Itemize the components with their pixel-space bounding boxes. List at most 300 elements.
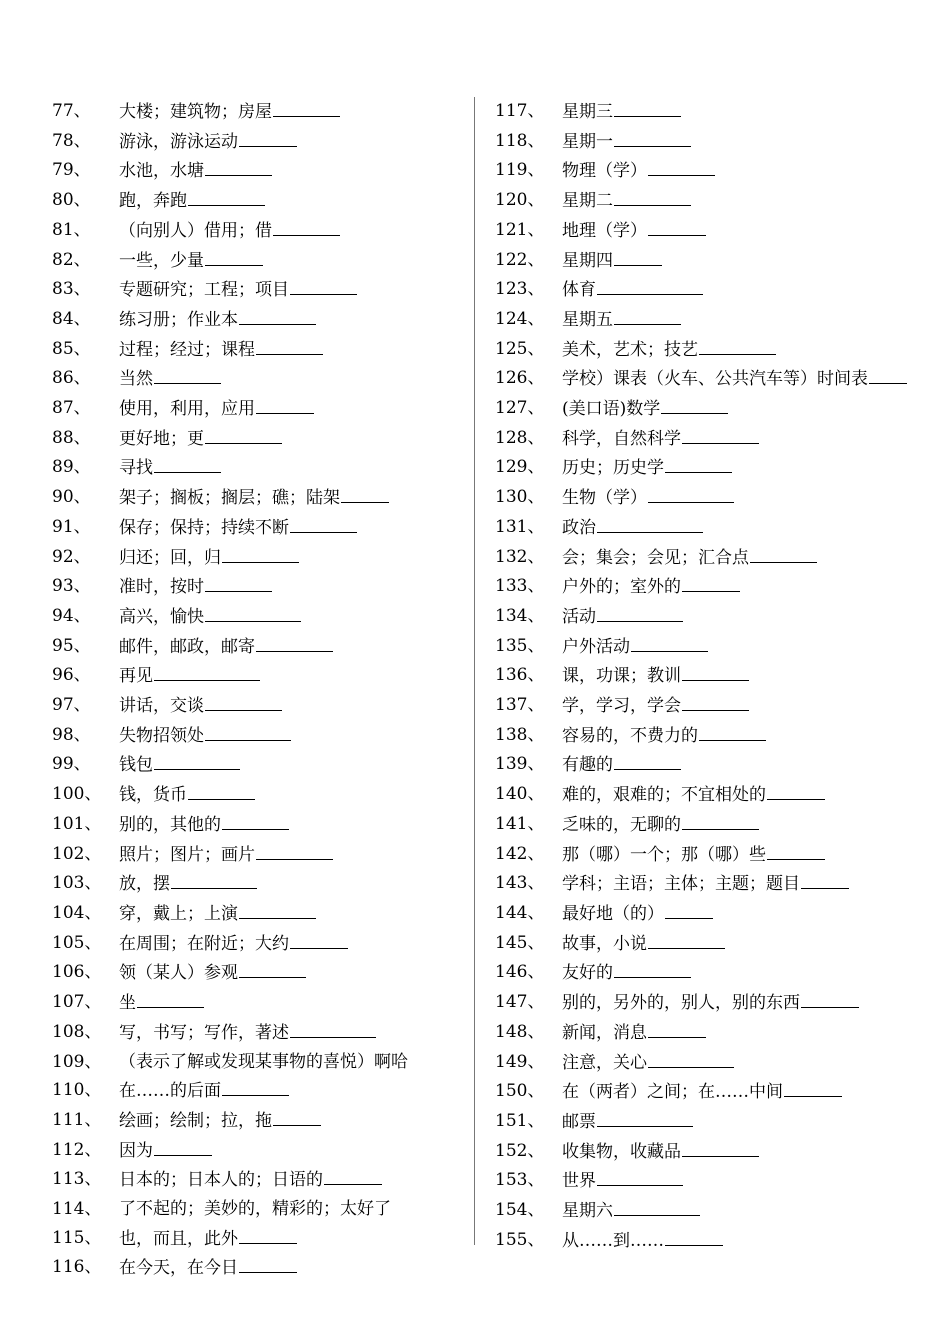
answer-blank[interactable] bbox=[801, 869, 849, 889]
answer-blank[interactable] bbox=[290, 513, 357, 533]
item-number: 129、 bbox=[495, 457, 545, 478]
answer-blank[interactable] bbox=[784, 1077, 842, 1097]
vocab-item bbox=[495, 572, 915, 602]
item-number: 82、 bbox=[52, 249, 91, 270]
answer-blank[interactable] bbox=[290, 929, 348, 949]
answer-blank[interactable] bbox=[324, 1165, 382, 1185]
item-meaning: 历史；历史学 bbox=[562, 458, 664, 479]
item-number: 144、 bbox=[495, 902, 545, 923]
answer-blank[interactable] bbox=[273, 97, 340, 117]
item-number: 151、 bbox=[495, 1110, 545, 1131]
item-text bbox=[562, 840, 915, 870]
vocab-item bbox=[52, 602, 462, 632]
answer-blank[interactable] bbox=[614, 127, 691, 147]
answer-blank[interactable] bbox=[682, 572, 740, 592]
answer-blank[interactable] bbox=[665, 1226, 723, 1246]
vocab-item bbox=[52, 97, 462, 127]
item-meaning: 故事，小说 bbox=[562, 933, 647, 954]
vocab-item bbox=[52, 424, 462, 454]
vocab-item bbox=[495, 1226, 915, 1256]
item-text bbox=[119, 424, 462, 454]
item-number: 110、 bbox=[52, 1080, 102, 1101]
answer-blank[interactable] bbox=[597, 1107, 693, 1127]
answer-blank[interactable] bbox=[665, 453, 732, 473]
item-text bbox=[562, 929, 915, 959]
item-number: 119、 bbox=[495, 160, 545, 181]
vocab-item bbox=[495, 840, 915, 870]
vocab-item bbox=[495, 364, 915, 394]
answer-blank[interactable] bbox=[682, 424, 759, 444]
answer-blank[interactable] bbox=[699, 335, 776, 355]
item-text bbox=[562, 483, 915, 513]
item-meaning: 练习册；作业本 bbox=[119, 309, 238, 330]
answer-blank[interactable] bbox=[682, 810, 759, 830]
item-text bbox=[562, 394, 915, 424]
item-number: 145、 bbox=[495, 932, 545, 953]
answer-blank[interactable] bbox=[614, 305, 681, 325]
item-number: 89、 bbox=[52, 457, 91, 478]
item-meaning: 高兴，愉快 bbox=[119, 606, 204, 627]
item-number: 146、 bbox=[495, 962, 545, 983]
answer-blank[interactable] bbox=[239, 305, 316, 325]
item-number: 130、 bbox=[495, 487, 545, 508]
answer-blank[interactable] bbox=[290, 275, 357, 295]
item-meaning: 别的，其他的 bbox=[119, 814, 221, 835]
answer-blank[interactable] bbox=[154, 661, 260, 681]
item-number: 107、 bbox=[52, 992, 102, 1013]
vocab-item bbox=[52, 364, 462, 394]
item-number: 126、 bbox=[495, 368, 545, 389]
answer-blank[interactable] bbox=[614, 750, 681, 770]
item-number: 143、 bbox=[495, 873, 545, 894]
answer-blank[interactable] bbox=[256, 394, 314, 414]
item-text bbox=[119, 988, 462, 1018]
answer-blank[interactable] bbox=[205, 572, 272, 592]
answer-blank[interactable] bbox=[205, 691, 282, 711]
item-number: 114、 bbox=[52, 1199, 102, 1220]
item-meaning: 星期一 bbox=[562, 131, 613, 152]
answer-blank[interactable] bbox=[256, 335, 323, 355]
answer-blank[interactable] bbox=[631, 632, 708, 652]
item-meaning: 体育 bbox=[562, 280, 596, 301]
vocab-item bbox=[52, 1076, 462, 1106]
answer-blank[interactable] bbox=[171, 869, 257, 889]
vocab-item bbox=[52, 305, 462, 335]
item-meaning: 最好地（的） bbox=[562, 903, 664, 924]
item-number: 97、 bbox=[52, 695, 91, 716]
vocab-item bbox=[495, 483, 915, 513]
item-text bbox=[119, 186, 462, 216]
vocab-item bbox=[52, 1224, 462, 1254]
item-text bbox=[119, 483, 462, 513]
answer-blank[interactable] bbox=[614, 186, 691, 206]
item-meaning: 钱，货币 bbox=[119, 785, 187, 806]
item-number: 132、 bbox=[495, 546, 545, 567]
answer-blank[interactable] bbox=[614, 958, 691, 978]
vocab-item bbox=[495, 513, 915, 543]
item-text bbox=[119, 572, 462, 602]
item-number: 92、 bbox=[52, 546, 91, 567]
item-number: 108、 bbox=[52, 1021, 102, 1042]
item-number: 106、 bbox=[52, 962, 102, 983]
item-number: 85、 bbox=[52, 338, 91, 359]
answer-blank[interactable] bbox=[205, 246, 263, 266]
item-number: 136、 bbox=[495, 665, 545, 686]
item-meaning: 生物（学） bbox=[562, 488, 647, 509]
vocab-item bbox=[52, 1048, 462, 1077]
item-meaning: 会；集会；会见；汇合点 bbox=[562, 547, 749, 568]
vocab-item bbox=[52, 543, 462, 573]
item-meaning: 日本的；日本人的；日语的 bbox=[119, 1170, 323, 1191]
item-text bbox=[562, 1107, 915, 1137]
answer-blank[interactable] bbox=[597, 1166, 683, 1186]
item-text bbox=[119, 1076, 462, 1106]
vocab-item bbox=[495, 721, 915, 751]
answer-blank[interactable] bbox=[869, 364, 907, 384]
item-meaning: 学科；主语；主体；主题；题目 bbox=[562, 874, 800, 895]
item-text bbox=[562, 305, 915, 335]
item-number: 96、 bbox=[52, 665, 91, 686]
item-text bbox=[119, 1165, 462, 1195]
item-text bbox=[562, 246, 915, 276]
vocab-item bbox=[52, 1253, 462, 1283]
answer-blank[interactable] bbox=[222, 1076, 289, 1096]
item-number: 111、 bbox=[52, 1109, 102, 1130]
item-meaning: 科学，自然科学 bbox=[562, 428, 681, 449]
vocab-item bbox=[495, 1107, 915, 1137]
item-number: 142、 bbox=[495, 843, 545, 864]
item-text bbox=[119, 1106, 462, 1136]
item-meaning: 放，摆 bbox=[119, 874, 170, 895]
answer-blank[interactable] bbox=[154, 453, 221, 473]
item-number: 77、 bbox=[52, 101, 91, 121]
item-meaning: 在周围；在附近；大约 bbox=[119, 933, 289, 954]
vocab-item bbox=[495, 661, 915, 691]
answer-blank[interactable] bbox=[801, 988, 859, 1008]
item-text bbox=[119, 1048, 462, 1077]
answer-blank[interactable] bbox=[648, 216, 706, 236]
vocab-item bbox=[495, 988, 915, 1018]
answer-blank[interactable] bbox=[239, 958, 306, 978]
item-meaning: 当然 bbox=[119, 369, 153, 390]
vocab-item bbox=[52, 335, 462, 365]
item-text bbox=[562, 275, 915, 305]
answer-blank[interactable] bbox=[597, 513, 703, 533]
answer-blank[interactable] bbox=[256, 632, 333, 652]
answer-blank[interactable] bbox=[154, 364, 221, 384]
answer-blank[interactable] bbox=[597, 602, 683, 622]
item-number: 122、 bbox=[495, 249, 545, 270]
vocab-item bbox=[52, 899, 462, 929]
item-meaning: 更好地；更 bbox=[119, 428, 204, 449]
answer-blank[interactable] bbox=[188, 186, 265, 206]
item-number: 115、 bbox=[52, 1227, 102, 1248]
item-number: 135、 bbox=[495, 635, 545, 656]
item-meaning: 寻找 bbox=[119, 458, 153, 479]
item-number: 154、 bbox=[495, 1200, 545, 1221]
answer-blank[interactable] bbox=[682, 661, 749, 681]
vocab-item bbox=[495, 899, 915, 929]
item-text bbox=[562, 899, 915, 929]
answer-blank[interactable] bbox=[239, 1253, 297, 1273]
item-meaning: 跑，奔跑 bbox=[119, 191, 187, 212]
item-number: 117、 bbox=[495, 101, 545, 121]
vocab-item bbox=[495, 691, 915, 721]
item-number: 155、 bbox=[495, 1229, 545, 1250]
answer-blank[interactable] bbox=[682, 1137, 759, 1157]
item-meaning: 注意，关心 bbox=[562, 1052, 647, 1073]
item-meaning: 世界 bbox=[562, 1171, 596, 1192]
answer-blank[interactable] bbox=[273, 1106, 321, 1126]
item-text bbox=[562, 1166, 915, 1196]
answer-blank[interactable] bbox=[137, 988, 204, 1008]
answer-blank[interactable] bbox=[341, 483, 389, 503]
item-text bbox=[562, 335, 915, 365]
item-number: 86、 bbox=[52, 368, 91, 389]
vocab-item bbox=[52, 1018, 462, 1048]
answer-blank[interactable] bbox=[648, 929, 725, 949]
item-text bbox=[119, 246, 462, 276]
answer-blank[interactable] bbox=[256, 840, 333, 860]
item-number: 113、 bbox=[52, 1169, 102, 1190]
vocab-item bbox=[52, 1106, 462, 1136]
item-text bbox=[562, 513, 915, 543]
item-text bbox=[119, 543, 462, 573]
answer-blank[interactable] bbox=[205, 602, 301, 622]
item-number: 80、 bbox=[52, 190, 91, 211]
vocab-item bbox=[495, 216, 915, 246]
answer-blank[interactable] bbox=[239, 1224, 297, 1244]
item-meaning: 新闻，消息 bbox=[562, 1022, 647, 1043]
item-text bbox=[562, 1196, 915, 1226]
item-meaning: 难的，艰难的；不宜相处的 bbox=[562, 785, 766, 806]
item-text bbox=[562, 1018, 915, 1048]
item-meaning: 邮件，邮政，邮寄 bbox=[119, 636, 255, 657]
item-meaning: 容易的，不费力的 bbox=[562, 725, 698, 746]
item-text bbox=[562, 1226, 915, 1256]
answer-blank[interactable] bbox=[614, 246, 662, 266]
item-text bbox=[119, 840, 462, 870]
vocab-item bbox=[52, 691, 462, 721]
item-number: 105、 bbox=[52, 932, 102, 953]
vocab-item bbox=[495, 602, 915, 632]
item-number: 149、 bbox=[495, 1051, 545, 1072]
item-number: 81、 bbox=[52, 219, 91, 240]
item-meaning: 也，而且，此外 bbox=[119, 1228, 238, 1249]
vocab-item bbox=[52, 394, 462, 424]
answer-blank[interactable] bbox=[648, 483, 734, 503]
vocab-item bbox=[52, 216, 462, 246]
answer-blank[interactable] bbox=[614, 97, 681, 117]
item-text bbox=[119, 661, 462, 691]
answer-blank[interactable] bbox=[661, 394, 728, 414]
item-text bbox=[119, 750, 462, 780]
answer-blank[interactable] bbox=[648, 1048, 734, 1068]
answer-blank[interactable] bbox=[699, 721, 766, 741]
vocab-item bbox=[52, 127, 462, 157]
item-number: 141、 bbox=[495, 813, 545, 834]
item-text bbox=[562, 721, 915, 751]
vocab-item bbox=[495, 1166, 915, 1196]
item-number: 147、 bbox=[495, 992, 545, 1013]
vocab-item bbox=[495, 275, 915, 305]
answer-blank[interactable] bbox=[188, 780, 255, 800]
item-meaning: 写，书写；写作，著述 bbox=[119, 1022, 289, 1043]
item-text bbox=[562, 750, 915, 780]
item-meaning: 邮票 bbox=[562, 1111, 596, 1132]
item-number: 138、 bbox=[495, 724, 545, 745]
item-number: 95、 bbox=[52, 635, 91, 656]
item-text bbox=[119, 156, 462, 186]
vocab-item bbox=[52, 869, 462, 899]
vocab-item bbox=[52, 275, 462, 305]
item-number: 116、 bbox=[52, 1257, 102, 1278]
item-meaning: 户外的；室外的 bbox=[562, 577, 681, 598]
item-meaning: 户外活动 bbox=[562, 636, 630, 657]
item-meaning: 课，功课；教训 bbox=[562, 666, 681, 687]
vocab-item bbox=[495, 929, 915, 959]
vocab-item bbox=[495, 305, 915, 335]
item-number: 125、 bbox=[495, 338, 545, 359]
item-meaning: 架子；搁板；搁层；礁；陆架 bbox=[119, 488, 340, 509]
item-number: 79、 bbox=[52, 160, 91, 181]
item-text bbox=[562, 958, 915, 988]
item-meaning: 使用，利用，应用 bbox=[119, 399, 255, 420]
vocab-item bbox=[52, 721, 462, 751]
item-meaning: 一些，少量 bbox=[119, 250, 204, 271]
item-number: 103、 bbox=[52, 873, 102, 894]
answer-blank[interactable] bbox=[273, 216, 340, 236]
vocab-item bbox=[495, 780, 915, 810]
item-text bbox=[119, 513, 462, 543]
item-number: 94、 bbox=[52, 605, 91, 626]
vocab-item bbox=[52, 810, 462, 840]
item-meaning: 准时，按时 bbox=[119, 577, 204, 598]
item-meaning: 地理（学） bbox=[562, 220, 647, 241]
item-number: 118、 bbox=[495, 130, 545, 151]
item-text bbox=[119, 1253, 462, 1283]
item-text bbox=[119, 335, 462, 365]
answer-blank[interactable] bbox=[154, 750, 240, 770]
item-text bbox=[119, 394, 462, 424]
vocab-item bbox=[495, 156, 915, 186]
item-number: 104、 bbox=[52, 902, 102, 923]
item-meaning: 讲话，交谈 bbox=[119, 696, 204, 717]
item-meaning: 专题研究；工程；项目 bbox=[119, 280, 289, 301]
vocab-item bbox=[52, 780, 462, 810]
answer-blank[interactable] bbox=[239, 899, 316, 919]
item-text bbox=[119, 1224, 462, 1254]
item-text bbox=[119, 453, 462, 483]
answer-blank[interactable] bbox=[205, 156, 272, 176]
answer-blank[interactable] bbox=[682, 691, 749, 711]
item-meaning: 星期五 bbox=[562, 309, 613, 330]
item-number: 140、 bbox=[495, 784, 545, 805]
answer-blank[interactable] bbox=[205, 721, 291, 741]
item-meaning: （向别人）借用；借 bbox=[119, 220, 272, 241]
vocab-item bbox=[52, 572, 462, 602]
item-text bbox=[562, 156, 915, 186]
item-number: 153、 bbox=[495, 1170, 545, 1191]
vocab-item bbox=[495, 453, 915, 483]
vocab-item bbox=[495, 186, 915, 216]
vocab-item bbox=[52, 483, 462, 513]
vocab-item bbox=[52, 632, 462, 662]
item-number: 83、 bbox=[52, 279, 91, 300]
answer-blank[interactable] bbox=[222, 543, 299, 563]
item-meaning: 因为 bbox=[119, 1140, 153, 1161]
item-meaning: 水池，水塘 bbox=[119, 161, 204, 182]
answer-blank[interactable] bbox=[154, 1136, 212, 1156]
answer-blank[interactable] bbox=[205, 424, 282, 444]
item-text bbox=[562, 186, 915, 216]
vocab-item bbox=[495, 424, 915, 454]
item-text bbox=[562, 869, 915, 899]
vocab-item bbox=[52, 988, 462, 1018]
item-meaning: 活动 bbox=[562, 606, 596, 627]
item-number: 87、 bbox=[52, 398, 91, 419]
item-text bbox=[119, 305, 462, 335]
vocab-item bbox=[495, 246, 915, 276]
vocab-item bbox=[52, 453, 462, 483]
answer-blank[interactable] bbox=[648, 1018, 706, 1038]
vocab-item bbox=[52, 513, 462, 543]
item-meaning: 绘画；绘制；拉，拖 bbox=[119, 1110, 272, 1131]
item-text bbox=[562, 127, 915, 157]
answer-blank[interactable] bbox=[750, 543, 817, 563]
item-number: 121、 bbox=[495, 219, 545, 240]
item-number: 137、 bbox=[495, 695, 545, 716]
vocab-item bbox=[495, 1196, 915, 1226]
item-text bbox=[119, 97, 462, 127]
vocab-item bbox=[52, 750, 462, 780]
item-number: 123、 bbox=[495, 279, 545, 300]
item-text bbox=[119, 602, 462, 632]
item-text bbox=[562, 810, 915, 840]
item-text bbox=[119, 275, 462, 305]
item-number: 100、 bbox=[52, 784, 102, 805]
item-text bbox=[562, 661, 915, 691]
item-text bbox=[562, 453, 915, 483]
item-meaning: 学，学习，学会 bbox=[562, 696, 681, 717]
item-number: 84、 bbox=[52, 308, 91, 329]
item-number: 91、 bbox=[52, 516, 91, 537]
vocab-item bbox=[52, 840, 462, 870]
item-meaning: 在（两者）之间；在……中间 bbox=[562, 1082, 783, 1103]
item-number: 88、 bbox=[52, 427, 91, 448]
item-number: 134、 bbox=[495, 605, 545, 626]
item-meaning: 友好的 bbox=[562, 963, 613, 984]
vocab-item bbox=[52, 1165, 462, 1195]
answer-blank[interactable] bbox=[665, 899, 713, 919]
answer-blank[interactable] bbox=[648, 156, 715, 176]
vocab-item bbox=[495, 1048, 915, 1078]
vocab-item bbox=[495, 127, 915, 157]
answer-blank[interactable] bbox=[239, 127, 297, 147]
answer-blank[interactable] bbox=[767, 840, 825, 860]
item-meaning: (美口语)数学 bbox=[562, 399, 661, 420]
item-meaning: 穿，戴上；上演 bbox=[119, 903, 238, 924]
answer-blank[interactable] bbox=[767, 780, 825, 800]
answer-blank[interactable] bbox=[597, 275, 703, 295]
item-meaning: 星期四 bbox=[562, 250, 613, 271]
item-text bbox=[119, 869, 462, 899]
answer-blank[interactable] bbox=[614, 1196, 700, 1216]
answer-blank[interactable] bbox=[290, 1018, 376, 1038]
item-text bbox=[119, 958, 462, 988]
answer-blank[interactable] bbox=[222, 810, 289, 830]
item-meaning: 归还；回，归 bbox=[119, 547, 221, 568]
